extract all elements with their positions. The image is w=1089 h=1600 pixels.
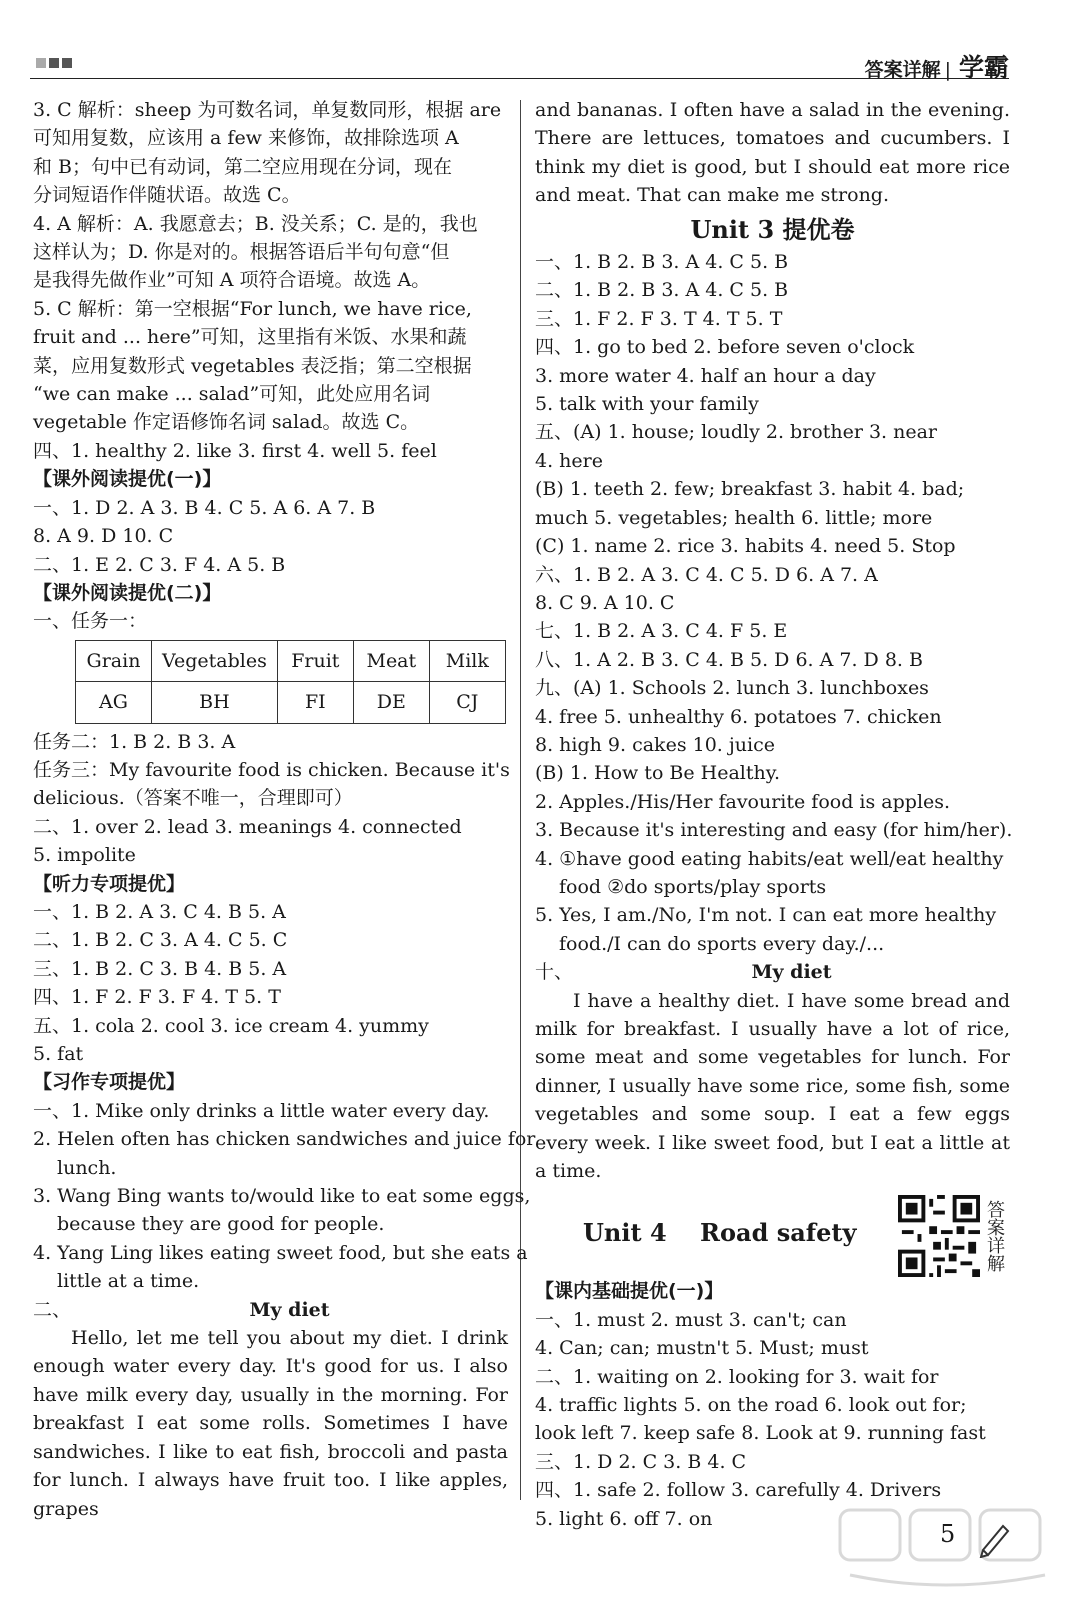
answer-line: 5. Yes, I am./No, I'm not. I can eat more healthy (535, 904, 997, 927)
answer-line: vegetable 作定语修饰名词 salad。故选 C。 (33, 411, 420, 434)
answer-line: delicious.（答案不唯一，合理即可） (33, 787, 353, 810)
answer-line: 5. talk with your family (535, 393, 759, 416)
answer-line: 4. traffic lights 5. on the road 6. look out for; (535, 1394, 967, 1417)
answer-line: 和 B；句中已有动词，第二空应用现在分词，现在 (33, 155, 453, 178)
food-table-value-cell: BH (152, 682, 278, 723)
answer-line: 菜，应用复数形式 vegetables 表泛指；第二空根据 (33, 354, 472, 377)
answer-line: 七、1. B 2. A 3. C 4. F 5. E (535, 620, 788, 643)
right-answer-lines (535, 248, 1013, 958)
answer-line: 二、1. waiting on 2. looking for 3. wait for (535, 1365, 939, 1388)
left-essay-body: Hello, let me tell you about my diet. I drink enough water every day. It's good for us. I also have milk every day, usually in the morning. For breakfast I eat some rolls. Sometimes I have sandwiches. I like to eat fish, broccoli and pasta for lunch. I always have fruit too. I like apples, grapes (33, 1327, 508, 1520)
answer-line: 3. Because it's interesting and easy (for him/her). (535, 819, 1013, 842)
header-rule (30, 78, 1009, 79)
answer-line: 三、1. B 2. C 3. B 4. B 5. A (33, 957, 287, 980)
answer-line: 二、1. B 2. C 3. A 4. C 5. C (33, 929, 288, 952)
food-table-header-cell: Fruit (277, 640, 353, 681)
header-marks (36, 58, 72, 68)
unit4-header (535, 1195, 1010, 1277)
answer-line: 2. Helen often has chicken sandwiches and juice for (33, 1128, 536, 1151)
answer-line: 【习作专项提优】 (33, 1071, 186, 1094)
answer-line: little at a time. (57, 1270, 200, 1293)
answer-line: 六、1. B 2. A 3. C 4. C 5. D 6. A 7. A (535, 563, 878, 586)
answer-line: 8. C 9. A 10. C (535, 591, 675, 614)
answer-line: 任务三：My favourite food is chicken. Because it's (33, 758, 510, 781)
answer-line: 5. light 6. off 7. on (535, 1507, 713, 1530)
food-table-value-row (76, 682, 506, 723)
answer-line: 4. ①have good eating habits/eat well/eat healthy (535, 847, 1004, 870)
answer-line: 九、(A) 1. Schools 2. lunch 3. lunchboxes (535, 677, 929, 700)
answer-line: 任务二：1. B 2. B 3. A (33, 730, 236, 753)
left-answer-lines-2 (33, 728, 536, 1296)
answer-line: “we can make ... salad”可知，此处应用名词 (33, 383, 431, 406)
right-essay-heading (535, 958, 1010, 986)
answer-line: 一、任务一： (33, 610, 148, 633)
answer-line: 一、1. B 2. A 3. C 4. B 5. A (33, 900, 286, 923)
answer-line: 八、1. A 2. B 3. C 4. B 5. D 6. A 7. D 8. B (535, 648, 923, 671)
left-essay-title: My diet (249, 1298, 330, 1321)
answer-line: 5. fat (33, 1043, 84, 1065)
food-table-value-cell: CJ (429, 682, 505, 723)
left-essay-heading (33, 1296, 508, 1324)
answer-line: 4. A 解析：A. 我愿意去；B. 没关系；C. 是的，我也 (33, 212, 478, 235)
food-classification-table (75, 640, 506, 724)
food-table-value-cell: DE (353, 682, 429, 723)
answer-line: lunch. (57, 1156, 117, 1179)
header-title: 答案详解 | 学霸 (864, 53, 1009, 82)
answer-line: 四、1. healthy 2. like 3. first 4. well 5. feel (33, 439, 437, 462)
answer-line: 8. high 9. cakes 10. juice (535, 733, 775, 756)
page-number: 5 (940, 1520, 956, 1548)
answer-line: 3. more water 4. half an hour a day (535, 364, 876, 387)
answer-line: 5. C 解析：第一空根据“For lunch, we have rice, (33, 297, 472, 320)
food-table-header-cell: Grain (76, 640, 152, 681)
answer-line: 4. here (535, 449, 603, 472)
right-answer-lines-unit4 (535, 1277, 1010, 1533)
left-column (33, 96, 536, 1523)
left-answer-lines (33, 96, 508, 636)
answer-line: 一、1. must 2. must 3. can't; can (535, 1308, 847, 1331)
header-section: 答案详解 (864, 59, 941, 81)
answer-line: 一、1. D 2. A 3. B 4. C 5. A 6. A 7. B (33, 496, 376, 519)
food-table-header-cell: Vegetables (152, 640, 278, 681)
unit4-title: Unit 4 Road safety (583, 1218, 857, 1248)
answer-line: much 5. vegetables; health 6. little; more (535, 506, 933, 529)
right-essay-title: My diet (751, 961, 832, 984)
page-header (30, 48, 1009, 84)
answer-line: 分词短语作伴随状语。故选 C。 (33, 184, 301, 207)
answer-line: 四、1. go to bed 2. before seven o'clock (535, 336, 915, 359)
answer-line: 二、1. E 2. C 3. F 4. A 5. B (33, 553, 286, 576)
answer-line: 【课外阅读提优(一)】 (33, 468, 222, 491)
answer-line: 5. impolite (33, 844, 136, 867)
answer-line: 三、1. F 2. F 3. T 4. T 5. T (535, 307, 783, 330)
food-table-header-cell: Meat (353, 640, 429, 681)
answer-line: because they are good for people. (57, 1213, 385, 1236)
answer-line: 【听力专项提优】 (33, 872, 186, 895)
answer-line: food ②do sports/play sports (559, 875, 827, 898)
food-table-header-cell: Milk (429, 640, 505, 681)
right-essay-body: I have a healthy diet. I have some bread and milk for breakfast. I usually have a lot of rice, some meat and some vegetables for lunch. For dinner, I usually have some rice, some fish, some vegetables and some soup. I eat a few eggs every week. I like sweet food, but I eat a little at a time. (535, 989, 1010, 1183)
food-table-value-cell: FI (277, 682, 353, 723)
right-essay-continuation: and bananas. I often have a salad in the evening. There are lettuces, tomatoes and cucumbers. I think my diet is good, but I should eat more rice and meat. That can make me strong. (535, 99, 1010, 207)
answer-line: 二、1. B 2. B 3. A 4. C 5. B (535, 279, 789, 302)
right-column (535, 96, 1013, 1533)
answer-line: (B) 1. teeth 2. few; breakfast 3. habit 4. bad; (535, 478, 965, 501)
answer-line: 可知用复数，应该用 a few 来修饰，故排除选项 A (33, 127, 459, 150)
pencil-icon (975, 1518, 1015, 1558)
answer-line: fruit and ... here”可知，这里指有米饭、水果和蔬 (33, 326, 467, 349)
answer-line: 这样认为；D. 你是对的。根据答语后半句句意“但 (33, 241, 450, 264)
qr-label: 答案详解 (984, 1200, 1005, 1273)
answer-line: look left 7. keep safe 8. Look at 9. running fast (535, 1422, 986, 1445)
answer-line: 【课外阅读提优(二)】 (33, 581, 222, 604)
header-brand: 学霸 (958, 53, 1009, 82)
answer-line: 是我得先做作业”可知 A 项符合语境。故选 A。 (33, 269, 431, 292)
qr-code-icon[interactable] (898, 1195, 980, 1277)
answer-line: 4. Can; can; mustn't 5. Must; must (535, 1337, 869, 1360)
answer-line: 4. Yang Ling likes eating sweet food, but she eats a (33, 1241, 528, 1264)
answer-line: 2. Apples./His/Her favourite food is apples. (535, 790, 951, 813)
answer-line: (C) 1. name 2. rice 3. habits 4. need 5. Stop (535, 535, 956, 558)
answer-line: 四、1. safe 2. follow 3. carefully 4. Drivers (535, 1479, 942, 1502)
answer-line: 一、1. B 2. B 3. A 4. C 5. B (535, 251, 789, 274)
answer-line: 3. C 解析：sheep 为可数名词，单复数同形，根据 are (33, 99, 502, 121)
answer-line: food./I can do sports every day./... (559, 932, 885, 955)
column-divider (520, 100, 521, 1500)
food-table-value-cell: AG (76, 682, 152, 723)
answer-line: 3. Wang Bing wants to/would like to eat some eggs, (33, 1185, 531, 1208)
unit3-title: Unit 3 提优卷 (690, 214, 855, 244)
answer-line: 四、1. F 2. F 3. F 4. T 5. T (33, 986, 281, 1009)
answer-line: 4. free 5. unhealthy 6. potatoes 7. chicken (535, 705, 942, 728)
answer-line: 五、1. cola 2. cool 3. ice cream 4. yummy (33, 1014, 429, 1037)
answer-line: 五、(A) 1. house; loudly 2. brother 3. near (535, 421, 938, 444)
answer-line: (B) 1. How to Be Healthy. (535, 762, 781, 785)
answer-line: 【课内基础提优(一)】 (535, 1280, 724, 1303)
answer-line: 三、1. D 2. C 3. B 4. C (535, 1450, 747, 1473)
answer-line: 8. A 9. D 10. C (33, 525, 174, 548)
answer-line: 二、1. over 2. lead 3. meanings 4. connected (33, 815, 462, 838)
right-essay-label: 十、 (535, 961, 574, 984)
answer-line: 一、1. Mike only drinks a little water every day. (33, 1099, 490, 1122)
left-essay-label: 二、 (33, 1298, 72, 1321)
qr-block[interactable] (898, 1195, 1004, 1277)
food-table-header-row (76, 640, 506, 681)
